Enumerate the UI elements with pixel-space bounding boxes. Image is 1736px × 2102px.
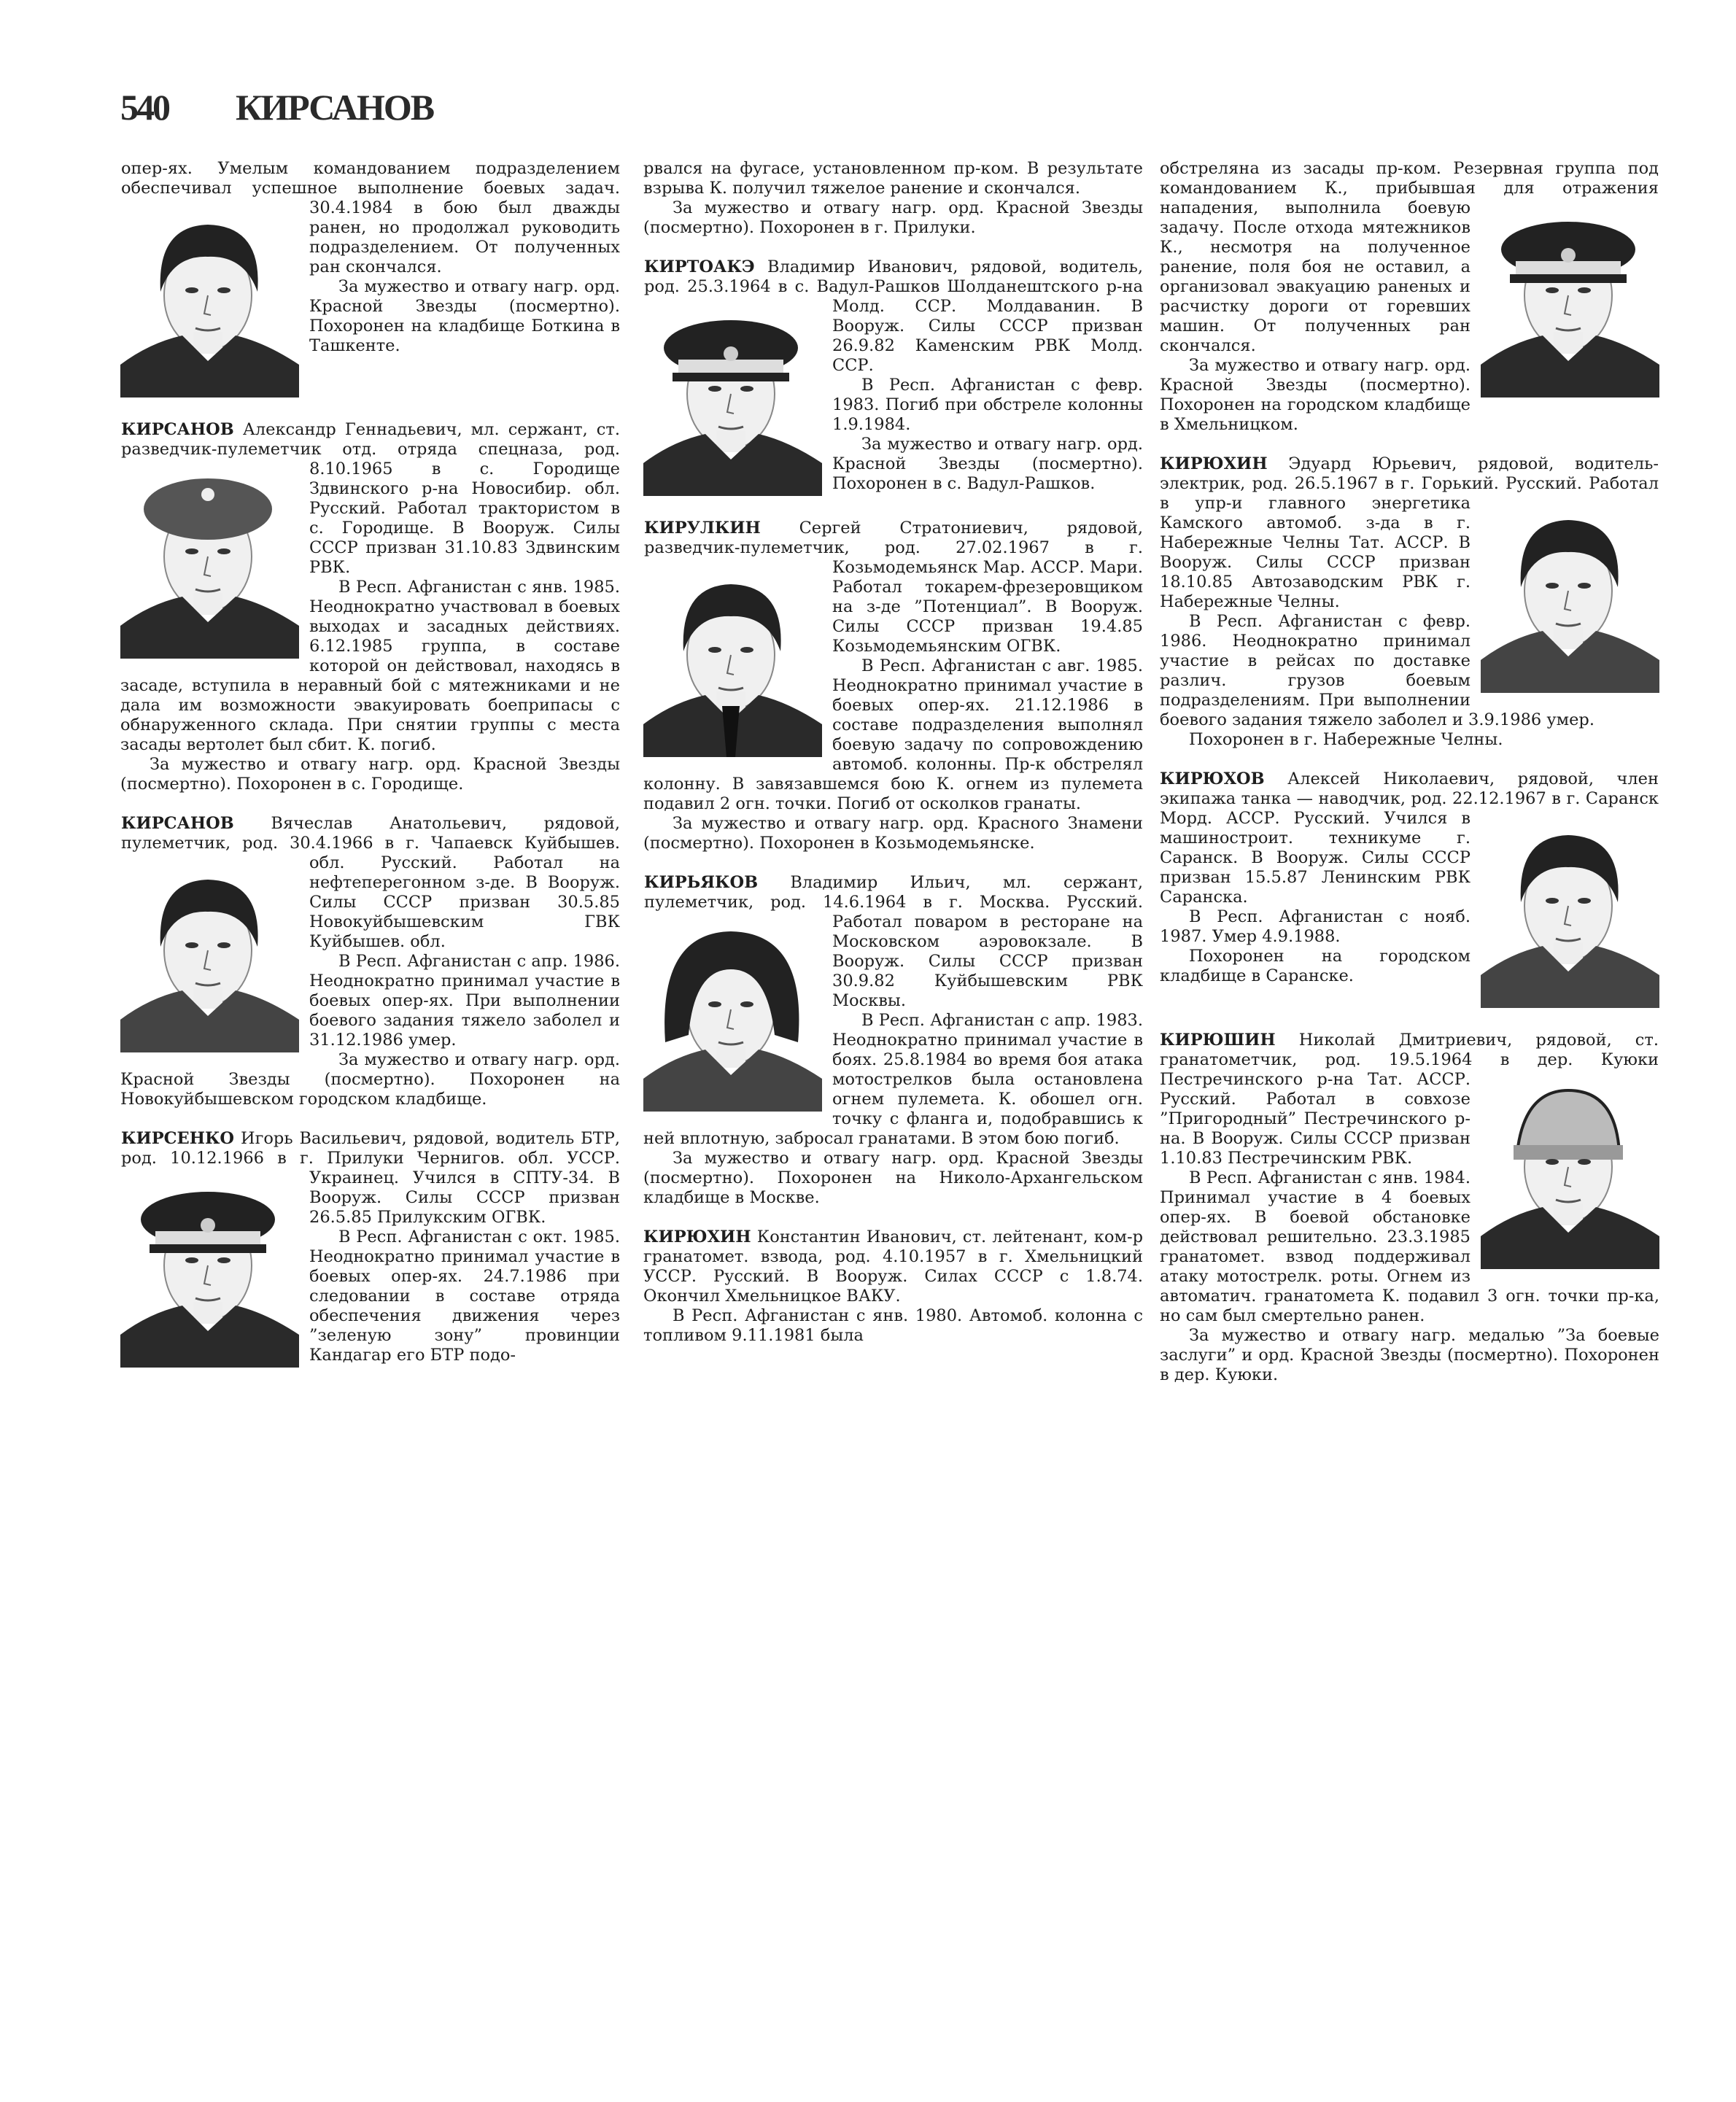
portrait-photo xyxy=(1481,500,1659,693)
entry-text: В Респ. Афганистан с янв. 1985. Неоднократно участвовал в боевых выходах и засадных действиях. 6.12.1985 группа, в составе которой он действовал, находясь в засаде, вступила в неравный бой с мятежниками и не дала им возможности эвакуировать боеприпасы с обнаруженного склада. При снятии группы с места засады вертолет был сбит. К. погиб. xyxy=(120,578,620,754)
entry-text: За мужество и отвагу нагр. орд. Красной Звезды (посмертно). Похоронен в с. Городище. xyxy=(120,755,620,794)
entry-text: В Респ. Афганистан с февр. 1983. Погиб при обстреле колонны 1.9.1984. xyxy=(832,376,1143,434)
entry-surname: КИРСАНОВ xyxy=(121,420,234,439)
portrait-photo xyxy=(120,859,299,1052)
entry-surname: КИРЮХИН xyxy=(1160,454,1268,473)
entry-surname: КИРСЕНКО xyxy=(121,1129,235,1148)
entry-text: обстреляна из засады пр-ком. Резервная группа под командованием К., прибывшая для отражения нападения, выполнила боевую задачу. После отхода мятежников К., несмотря на полученное ранение, поля боя не оставил, а организовал эвакуацию раненых и расчистку дороги от горевших машин. От полученных ран скончался. xyxy=(1160,159,1659,355)
entry-text: Александр Геннадьевич, мл. сержант, ст. разведчик-пулеметчик отд. отряда спецназа, род. 8.10.1965 в с. Городище Здвинского р-на Новосибир. обл. Русский. Работал трактористом в с. Городище. В Вооруж. Силы СССР призван 31.10.83 Здвинским РВК. xyxy=(121,420,620,577)
entry-kiryukhin-k xyxy=(643,1228,1143,1346)
entry-kirsanov-a xyxy=(120,420,620,794)
entry-text: В Респ. Афганистан с янв. 1984. Принимал участие в 4 боевых опер-ях. В боевой обстановке действовал решительно. 23.3.1985 гранатомет. взвод поддерживал атаку мотострелк. роты. Огнем из автоматич. гранатомета К. подавил 3 огн. точки пр-ка, но сам был смертельно ранен. xyxy=(1160,1168,1659,1325)
entry-text: За мужество и отвагу нагр. орд. Красной Звезды (посмертно). Похоронен в с. Вадул-Рашков. xyxy=(832,435,1143,493)
entry-kirsenko xyxy=(120,1129,620,1370)
entry-text: опер-ях. Умелым командованием подразделением обеспечивал успешное выполнение боевых задач. 30.4.1984 в бою был дважды ранен, но продолжал руководить подразделением. От полученных ран скончался. xyxy=(121,159,620,276)
page-number: 540 xyxy=(120,87,168,128)
entry-paragraph xyxy=(643,814,1143,853)
column-1 xyxy=(120,159,620,1390)
portrait-photo xyxy=(1481,1076,1659,1269)
entry-paragraph xyxy=(1160,730,1659,750)
entry-text: За мужество и отвагу нагр. орд. Красной Звезды (посмертно). Похоронен на Новокуйбышевском городском кладбище. xyxy=(120,1050,620,1109)
entry-paragraph xyxy=(1160,1326,1659,1385)
entry-surname: КИРУЛКИН xyxy=(644,519,761,538)
entry-text: За мужество и отвагу нагр. орд. Красного Знамени (посмертно). Похоронен в Козьмодемьянске. xyxy=(643,814,1143,853)
entry-surname: КИРСАНОВ xyxy=(121,814,234,833)
entry-text: Николай Дмитриевич, рядовой, ст. гранатометчик, род. 19.5.1964 в дер. Куюки Пестречинского р-на Тат. АССР. Русский. Работал в совхозе ”Пригородный” Пестречинского р-на. В Вооруж. Силы СССР призван 1.10.83 Пестречинским РВК. xyxy=(1160,1031,1659,1168)
entry-surname: КИРТОАКЭ xyxy=(644,257,755,276)
portrait-photo xyxy=(120,465,299,659)
column-3 xyxy=(1160,159,1659,1405)
entry-text: Похоронен на городском кладбище в Саранске. xyxy=(1160,947,1470,985)
entry-kiryushin xyxy=(1160,1031,1659,1385)
entry-text: В Респ. Афганистан с апр. 1986. Неоднократно принимал участие в боевых опер-ях. При выполнении боевого задания тяжело заболел и 31.12.1986 умер. xyxy=(309,952,620,1050)
entry-text: В Респ. Афганистан с апр. 1983. Неоднократно принимал участие в боях. 25.8.1984 во время боя атака мотострелков была остановлена огнем пулемета. К. обошел огн. точку с фланга и, подобравшись к ней вплотную, забросал гранатами. В этом бою погиб. xyxy=(643,1011,1143,1148)
entry-text: Эдуард Юрьевич, рядовой, водитель-электрик, род. 26.5.1967 в г. Горький. Русский. Работал в упр-и главного энергетика Камского автомоб. з-да в г. Набережные Челны Тат. АССР. В Вооруж. Силы СССР призван 18.10.85 Автозаводским РВК г. Набережные Челны. xyxy=(1160,454,1659,611)
column-2 xyxy=(643,159,1143,1365)
entry-text: В Респ. Афганистан с янв. 1980. Автомоб. колонна с топливом 9.11.1981 была xyxy=(643,1306,1143,1345)
entry-kiryakov xyxy=(643,873,1143,1208)
entry-continuation xyxy=(1160,159,1659,435)
entry-text: В Респ. Афганистан с нояб. 1987. Умер 4.9.1988. xyxy=(1160,907,1470,946)
entry-text: Игорь Васильевич, рядовой, водитель БТР, род. 10.12.1966 в г. Прилуки Чернигов. обл. УССР. Украинец. Учился в СПТУ-34. В Вооруж. Силы СССР призван 26.5.85 Прилукским ОГВК. xyxy=(121,1129,620,1227)
entry-kirulkin xyxy=(643,519,1143,853)
entry-text: В Респ. Афганистан с февр. 1986. Неоднократно принимал участие в рейсах по доставке различ. грузов боевым подразделениям. При выполнении боевого задания тяжело заболел и 3.9.1986 умер. xyxy=(1160,612,1594,729)
entry-text: За мужество и отвагу нагр. орд. Красной Звезды (посмертно). Похоронен на кладбище Боткина в Ташкенте. xyxy=(309,277,620,355)
portrait-photo xyxy=(120,1174,299,1368)
entry-kiryukhov xyxy=(1160,769,1659,1011)
entry-text: Константин Иванович, ст. лейтенант, ком-р гранатомет. взвода, род. 4.10.1957 в г. Хмельницкий УССР. Русский. В Вооруж. Силах СССР с 1.8.74. Окончил Хмельницкое ВАКУ. xyxy=(643,1228,1143,1306)
entry-text: рвался на фугасе, установленном пр-ком. В результате взрыва К. получил тяжелое ранение и скончался. xyxy=(643,159,1143,198)
portrait-photo xyxy=(643,564,822,757)
entry-text: Похоронен в г. Набережные Челны. xyxy=(1189,730,1503,749)
page-header xyxy=(120,86,433,128)
entry-surname: КИРЮХИН xyxy=(643,1228,751,1246)
portrait-photo xyxy=(643,303,822,496)
entry-text: В Респ. Афганистан с окт. 1985. Неоднократно принимал участие в боевых опер-ях. 24.7.1986 при следовании в составе отряда обеспечения движения через ”зеленую зону” провинции Кандагар его БТР подо- xyxy=(309,1228,620,1365)
entry-text: Алексей Николаевич, рядовой, член экипажа танка — наводчик, род. 22.12.1967 в г. Саранск Морд. АССР. Русский. Учился в машиностроит. техникуме г. Саранск. В Вооруж. Силы СССР призван 15.5.87 Ленинским РВК Саранска. xyxy=(1160,769,1659,907)
portrait-photo xyxy=(1481,204,1659,397)
entry-text: Владимир Ильич, мл. сержант, пулеметчик, род. 14.6.1964 в г. Москва. Русский. Работал поваром в ресторане на Московском аэровокзале. В Вооруж. Силы СССР призван 30.9.82 Куйбышевским РВК Москвы. xyxy=(644,873,1143,1010)
portrait-photo xyxy=(1481,815,1659,1008)
entry-text: За мужество и отвагу нагр. орд. Красной Звезды (посмертно). Похоронен в г. Прилуки. xyxy=(643,198,1143,237)
portrait-photo xyxy=(643,918,822,1112)
entry-paragraph xyxy=(120,755,620,794)
entry-lead-paragraph xyxy=(643,1228,1143,1306)
entry-surname: КИРЬЯКОВ xyxy=(644,873,759,892)
entry-text: В Респ. Афганистан с авг. 1985. Неоднократно принимал участие в боевых опер-ях. 21.12.1986 в составе подразделения выполнял боевую задачу по сопровождению автомоб. колонны. Пр-к обстрелял колонну. В завязавшемся бою К. огнем из пулемета подавил 2 огн. точки. Погиб от осколков гранаты. xyxy=(643,656,1143,813)
entry-kirsanov-v xyxy=(120,814,620,1109)
entry-paragraph xyxy=(120,1050,620,1109)
entry-paragraph xyxy=(643,1306,1143,1346)
entry-surname: КИРЮШИН xyxy=(1160,1031,1276,1050)
entry-surname: КИРЮХОВ xyxy=(1160,769,1265,788)
entry-kirtoake xyxy=(643,257,1143,499)
entry-text: За мужество и отвагу нагр. орд. Красной Звезды (посмертно). Похоронен на городском кладбище в Хмельницком. xyxy=(1160,356,1470,434)
portrait-photo xyxy=(120,204,299,397)
running-head: КИРСАНОВ xyxy=(236,87,434,128)
entry-lead-paragraph xyxy=(643,159,1143,198)
entry-text: За мужество и отвагу нагр. орд. Красной Звезды (посмертно). Похоронен на Николо-Архангельском кладбище в Москве. xyxy=(643,1149,1143,1207)
entry-paragraph xyxy=(643,1149,1143,1208)
entry-continuation xyxy=(643,159,1143,238)
entry-continuation xyxy=(120,159,620,400)
entry-paragraph xyxy=(643,198,1143,238)
entry-text: Вячеслав Анатольевич, рядовой, пулеметчик, род. 30.4.1966 в г. Чапаевск Куйбышев. обл. Русский. Работал на нефтеперегонном з-де. В Вооруж. Силы СССР призван 30.5.85 Новокуйбышевским ГВК Куйбышев. обл. xyxy=(121,814,620,951)
entry-text: За мужество и отвагу нагр. медалью ”За боевые заслуги” и орд. Красной Звезды (посмертно). Похоронен в дер. Куюки. xyxy=(1160,1326,1659,1384)
entry-text: Владимир Иванович, рядовой, водитель, род. 25.3.1964 в с. Вадул-Рашков Шолданештского р-на Молд. ССР. Молдаванин. В Вооруж. Силы СССР призван 26.9.82 Каменским РВК Молд. ССР. xyxy=(644,257,1143,375)
entry-text: Сергей Стратониевич, рядовой, разведчик-пулеметчик, род. 27.02.1967 в г. Козьмодемьянск Мар. АССР. Мари. Работал токарем-фрезеровщиком на з-де ”Потенциал”. В Вооруж. Силы СССР призван 19.4.85 Козьмодемьянским ОГВК. xyxy=(644,519,1143,656)
entry-kiryukhin-e xyxy=(1160,454,1659,750)
